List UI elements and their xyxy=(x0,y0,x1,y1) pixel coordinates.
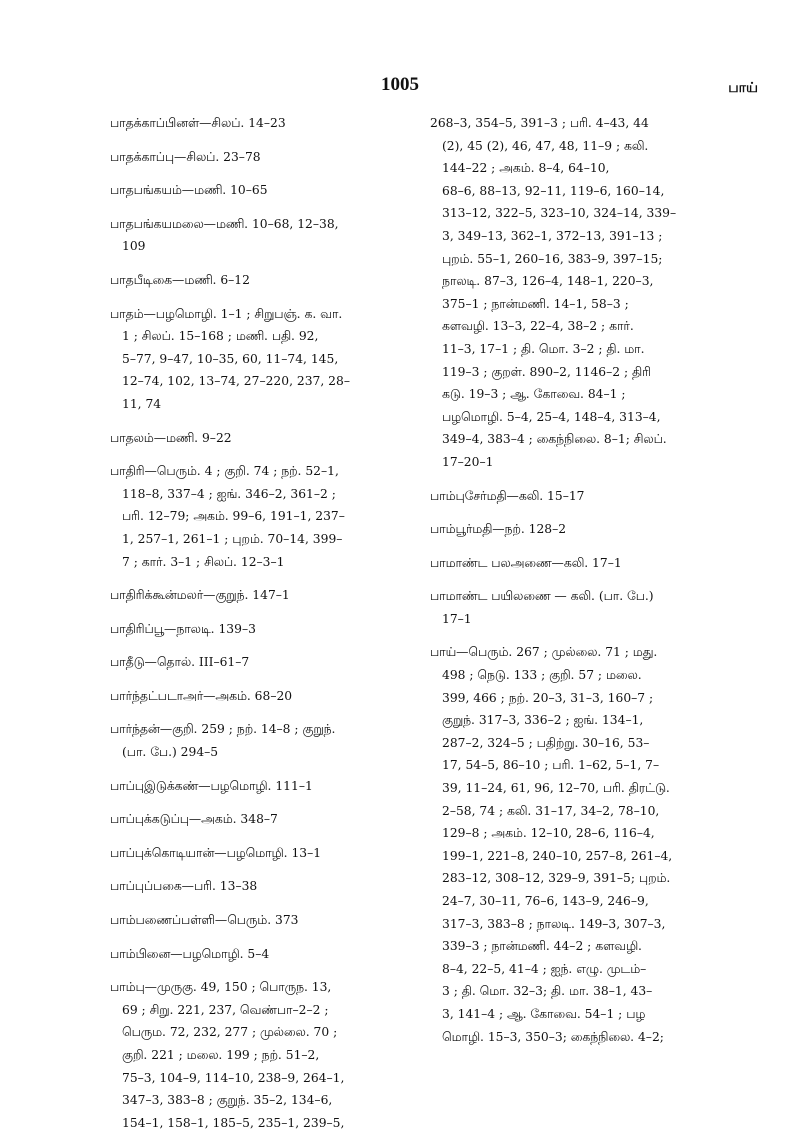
index-entry xyxy=(430,641,720,1048)
index-entry-line: 118–8, 337–4 ; ஐங். 346–2, 361–2 ; xyxy=(122,486,336,501)
index-entry-line: 349–4, 383–4 ; கைந்நிலை. 8–1; சிலப். xyxy=(442,432,667,447)
index-entry-line: 11, 74 xyxy=(122,396,162,411)
index-entry-line: பழமொழி. 5–4, 25–4, 148–4, 313–4, xyxy=(442,409,661,424)
index-entry-line: பாதலம்—மணி. 9–22 xyxy=(110,430,232,445)
index-entry-line: பாப்புக்கடுப்பு—அகம். 348–7 xyxy=(110,812,278,827)
index-entry-line: பாதம்—பழமொழி. 1–1 ; சிறுபஞ். க. வா. xyxy=(110,306,343,321)
index-entry-line: 17, 54–5, 86–10 ; பரி. 1–62, 5–1, 7– xyxy=(442,758,660,773)
index-entry-line: களவழி. 13–3, 22–4, 38–2 ; கார். xyxy=(442,319,634,334)
index-entry-line: பாம்புசேர்மதி—கலி. 15–17 xyxy=(430,488,585,503)
index-entry-line: பாம்பு—முருகு. 49, 150 ; பொருந. 13, xyxy=(110,980,332,995)
index-entry xyxy=(110,584,398,607)
index-entry xyxy=(110,775,398,798)
index-entry-line: 8–4, 22–5, 41–4 ; ஐந். எழு. முடம்– xyxy=(442,961,647,976)
index-entry xyxy=(430,552,720,575)
index-entry-line: கடு. 19–3 ; ஆ. கோவை. 84–1 ; xyxy=(442,387,626,402)
index-entry-line: 498 ; நெடு. 133 ; குறி. 57 ; மலை. xyxy=(442,668,642,683)
index-entry xyxy=(110,842,398,865)
index-entry-line: 3 ; தி. மொ. 32–3; தி. மா. 38–1, 43– xyxy=(442,984,653,999)
index-entry-line: பாதக்காப்பு—சிலப். 23–78 xyxy=(110,149,261,164)
index-entry-line: 283–12, 308–12, 329–9, 391–5; புறம். xyxy=(442,871,671,886)
index-entry-line: குறி. 221 ; மலை. 199 ; நற். 51–2, xyxy=(122,1048,320,1062)
index-entry-line: 313–12, 322–5, 323–10, 324–14, 339– xyxy=(442,206,677,221)
index-entry-line: பாப்புஇடுக்கண்—பழமொழி. 111–1 xyxy=(110,778,313,793)
index-entry-line: 5–77, 9–47, 10–35, 60, 11–74, 145, xyxy=(122,351,339,366)
page-number: 1005 xyxy=(381,74,419,95)
index-entry-line: 317–3, 383–8 ; நாலடி. 149–3, 307–3, xyxy=(442,916,666,931)
index-entry xyxy=(430,485,720,508)
index-entry xyxy=(430,518,720,541)
index-entry xyxy=(110,943,398,966)
index-column-right xyxy=(430,112,720,1059)
index-entry xyxy=(430,585,720,630)
index-entry-line: பாய்—பெரும். 267 ; முல்லை. 71 ; மது. xyxy=(430,645,658,660)
index-entry xyxy=(110,269,398,292)
index-entry-line: பாதீடு—தொல். III–61–7 xyxy=(110,655,250,670)
index-entry-line: பாதபங்கயமலை—மணி. 10–68, 12–38, xyxy=(110,216,339,231)
index-entry xyxy=(110,618,398,641)
index-entry-line: பாப்புக்கொடியான்—பழமொழி. 13–1 xyxy=(110,845,322,860)
index-entry-line: 339–3 ; நான்மணி. 44–2 ; களவழி. xyxy=(442,939,642,954)
index-entry xyxy=(110,460,398,573)
index-entry xyxy=(110,179,398,202)
index-entry-line: பாதக்காப்பினள்—சிலப். 14–23 xyxy=(110,116,286,130)
index-entry-line: (2), 45 (2), 46, 47, 48, 11–9 ; கலி. xyxy=(442,138,649,153)
index-entry-line: 1, 257–1, 261–1 ; புறம். 70–14, 399– xyxy=(122,531,343,546)
index-entry-line: 24–7, 30–11, 76–6, 143–9, 246–9, xyxy=(442,894,649,908)
index-entry-line: 287–2, 324–5 ; பதிற்று. 30–16, 53– xyxy=(442,735,650,750)
index-entry-line: 17–20–1 xyxy=(442,454,494,469)
index-entry-line: பாதிரிப்பூ—நாலடி. 139–3 xyxy=(110,621,256,636)
index-entry-line: 7 ; கார். 3–1 ; சிலப். 12–3–1 xyxy=(122,554,285,569)
index-entry-line: பார்ந்தட்படாஅர்—அகம். 68–20 xyxy=(110,688,293,703)
index-entry-line: 347–3, 383–8 ; குறுந். 35–2, 134–6, xyxy=(122,1093,333,1108)
index-entry-line: பெரும. 72, 232, 277 ; முல்லை. 70 ; xyxy=(122,1025,338,1040)
index-entry-line: 109 xyxy=(122,239,146,254)
index-entry-line: 129–8 ; அகம். 12–10, 28–6, 116–4, xyxy=(442,826,655,841)
index-entry xyxy=(110,718,398,763)
index-entry-line: 12–74, 102, 13–74, 27–220, 237, 28– xyxy=(122,374,350,389)
index-entry-line: பாமாண்ட பயிலணை — கலி. (பா. பே.) xyxy=(430,589,654,604)
index-entry-line: பாப்புப்பகை—பரி. 13–38 xyxy=(110,879,258,894)
index-entry-line: (பா. பே.) 294–5 xyxy=(122,745,219,760)
index-entry-line: 17–1 xyxy=(442,611,472,626)
index-entry-line: 399, 466 ; நற். 20–3, 31–3, 160–7 ; xyxy=(442,690,654,705)
index-entry xyxy=(110,808,398,831)
index-entry-line: பாம்பினை—பழமொழி. 5–4 xyxy=(110,946,270,961)
index-entry-line: புறம். 55–1, 260–16, 383–9, 397–15; xyxy=(442,251,663,266)
index-entry-line: 144–22 ; அகம். 8–4, 64–10, xyxy=(442,161,610,176)
index-entry-line: 3, 141–4 ; ஆ. கோவை. 54–1 ; பழ xyxy=(442,1006,646,1021)
index-entry xyxy=(110,303,398,416)
index-entry-line: குறுந். 317–3, 336–2 ; ஐங். 134–1, xyxy=(442,713,644,728)
index-entry-line: 199–1, 221–8, 240–10, 257–8, 261–4, xyxy=(442,848,673,863)
index-entry-line: பரி. 12–79; அகம். 99–6, 191–1, 237– xyxy=(122,509,345,524)
index-entry-line: 375–1 ; நான்மணி. 14–1, 58–3 ; xyxy=(442,296,629,311)
index-entry xyxy=(110,427,398,450)
index-entry-line: பாமாண்ட பலஅணை—கலி. 17–1 xyxy=(430,555,622,570)
index-entry xyxy=(110,112,398,135)
index-entry-line: மொழி. 15–3, 350–3; கைந்நிலை. 4–2; xyxy=(442,1029,664,1044)
index-entry-line: பாதபீடிகை—மணி. 6–12 xyxy=(110,272,250,287)
index-entry-line: 39, 11–24, 61, 96, 12–70, பரி. திரட்டு. xyxy=(442,781,670,796)
index-entry xyxy=(110,875,398,898)
index-entry-line: பார்ந்தன்—குறி. 259 ; நற். 14–8 ; குறுந். xyxy=(110,722,336,737)
index-entry xyxy=(430,112,720,474)
index-entry-line: 268–3, 354–5, 391–3 ; பரி. 4–43, 44 xyxy=(430,116,649,130)
index-entry-line: 1 ; சிலப். 15–168 ; மணி. பதி. 92, xyxy=(122,329,319,344)
index-entry-line: 68–6, 88–13, 92–11, 119–6, 160–14, xyxy=(442,183,665,198)
index-entry xyxy=(110,976,398,1134)
index-entry-line: 11–3, 17–1 ; தி. மொ. 3–2 ; தி. மா. xyxy=(442,341,645,356)
running-head: பாய் xyxy=(728,80,758,96)
index-entry-line: பாதிரிக்கூன்மலர்—குறுந். 147–1 xyxy=(110,588,290,603)
index-entry xyxy=(110,909,398,932)
index-entry-line: 75–3, 104–9, 114–10, 238–9, 264–1, xyxy=(122,1070,345,1085)
index-entry-line: 69 ; சிறு. 221, 237, வெண்பா–2–2 ; xyxy=(122,1002,329,1017)
index-entry-line: 119–3 ; குறள். 890–2, 1146–2 ; திரி xyxy=(442,364,651,379)
index-entry-line: பாம்பணைப்பள்ளி—பெரும். 373 xyxy=(110,913,299,928)
index-entry xyxy=(110,146,398,169)
index-entry-line: 2–58, 74 ; கலி. 31–17, 34–2, 78–10, xyxy=(442,803,660,818)
index-entry xyxy=(110,213,398,258)
index-entry-line: பாதபங்கயம்—மணி. 10–65 xyxy=(110,183,268,198)
index-column-left xyxy=(110,112,398,1145)
index-entry-line: 3, 349–13, 362–1, 372–13, 391–13 ; xyxy=(442,228,663,243)
index-entry xyxy=(110,651,398,674)
index-entry-line: 154–1, 158–1, 185–5, 235–1, 239–5, xyxy=(122,1115,345,1130)
index-entry-line: பாதிரி—பெரும். 4 ; குறி. 74 ; நற். 52–1, xyxy=(110,464,339,479)
index-entry-line: பாம்பூர்மதி—நற். 128–2 xyxy=(430,522,567,537)
index-entry-line: நாலடி. 87–3, 126–4, 148–1, 220–3, xyxy=(442,274,654,289)
index-entry xyxy=(110,685,398,708)
